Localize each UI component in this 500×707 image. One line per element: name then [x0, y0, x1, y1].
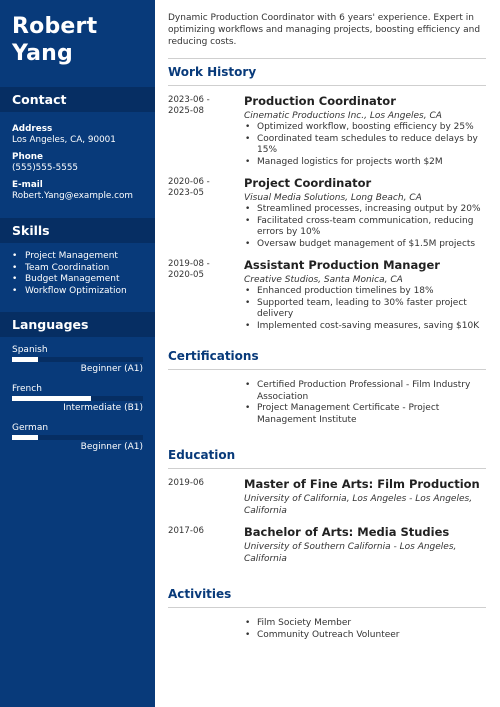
education-entry — [168, 478, 486, 517]
job-date-start: 2023-06 - — [168, 95, 210, 105]
language-bar-fill — [12, 357, 38, 362]
languages-heading: Languages — [0, 312, 155, 337]
divider — [168, 58, 486, 59]
language-bar — [12, 357, 143, 362]
education-degree: Master of Fine Arts: Film Production — [244, 477, 480, 491]
language-item — [12, 345, 143, 375]
education-degree: Bachelor of Arts: Media Studies — [244, 525, 450, 539]
skill-item: • Project Management — [12, 251, 143, 263]
education-date: 2019-06 — [168, 478, 204, 488]
activity-item: • Community Outreach Volunteer — [244, 630, 486, 642]
language-bar-fill — [12, 396, 91, 401]
contact-section — [0, 112, 155, 202]
job-company: Cinematic Productions Inc., Los Angeles, CA — [244, 111, 442, 121]
phone-value: (555)555-5555 — [12, 163, 79, 173]
language-bar — [12, 396, 143, 401]
language-item — [12, 384, 143, 414]
education-heading: Education — [168, 448, 486, 469]
job-bullet: • Oversaw budget management of $1.5M projects — [244, 239, 486, 251]
main-content — [155, 0, 500, 707]
certification-item: • Project Management Certificate - Project Management Institute — [244, 403, 486, 426]
job-bullet: • Managed logistics for projects worth $2M — [244, 157, 486, 169]
skill-item: • Budget Management — [12, 274, 143, 286]
first-name: Robert — [12, 14, 98, 39]
job-bullet: • Implemented cost-saving measures, saving $10K — [244, 321, 486, 333]
job-company: Visual Media Solutions, Long Beach, CA — [244, 193, 422, 203]
job-entry — [168, 95, 486, 168]
education-school: University of California, Los Angeles - Los Angeles, California — [244, 494, 473, 516]
phone-label: Phone — [12, 152, 43, 162]
job-bullets — [244, 286, 486, 332]
contact-heading: Contact — [0, 87, 155, 112]
languages-section — [0, 337, 155, 453]
language-level: Intermediate (B1) — [63, 402, 143, 413]
summary: Dynamic Production Coordinator with 6 years' experience. Expert in optimizing workflows and managing projects, boosting efficiency and reducing costs. — [168, 13, 481, 47]
education-entry — [168, 526, 486, 565]
activities-list — [244, 618, 486, 641]
job-bullet: • Optimized workflow, boosting efficiency by 25% — [244, 122, 486, 134]
job-bullet: • Streamlined processes, increasing output by 20% — [244, 204, 486, 216]
language-level: Beginner (A1) — [80, 363, 143, 374]
sidebar — [0, 0, 155, 707]
language-name: Spanish — [12, 344, 48, 355]
job-body — [244, 177, 486, 250]
skills-heading: Skills — [0, 218, 155, 243]
education-body — [244, 526, 486, 565]
language-level: Beginner (A1) — [80, 441, 143, 452]
email-label: E-mail — [12, 180, 43, 190]
job-dates — [168, 95, 244, 168]
language-bar-fill — [12, 435, 38, 440]
work-history-heading: Work History — [168, 65, 486, 86]
job-bullet: • Coordinated team schedules to reduce delays by 15% — [244, 134, 486, 157]
job-dates — [168, 177, 244, 250]
job-date-start: 2019-08 - — [168, 259, 210, 269]
job-date-end: 2025-08 — [168, 106, 204, 116]
job-entry — [168, 177, 486, 250]
job-title: Production Coordinator — [244, 94, 396, 108]
activity-item: • Film Society Member — [244, 618, 486, 630]
candidate-name — [0, 0, 155, 67]
education-date: 2017-06 — [168, 526, 204, 536]
language-item — [12, 423, 143, 453]
address-value: Los Angeles, CA, 90001 — [12, 135, 116, 145]
last-name: Yang — [12, 41, 73, 66]
certifications-list — [244, 380, 486, 426]
certification-item: • Certified Production Professional - Film Industry Association — [244, 380, 486, 403]
job-bullet: • Supported team, leading to 30% faster project delivery — [244, 298, 486, 321]
job-dates — [168, 259, 244, 332]
job-date-end: 2020-05 — [168, 270, 204, 280]
job-bullet: • Enhanced production timelines by 18% — [244, 286, 486, 298]
job-body — [244, 259, 486, 332]
job-date-end: 2023-05 — [168, 188, 204, 198]
activities-heading: Activities — [168, 587, 486, 608]
job-title: Project Coordinator — [244, 176, 372, 190]
skill-item: • Workflow Optimization — [12, 286, 143, 298]
certifications-heading: Certifications — [168, 349, 486, 370]
job-entry — [168, 259, 486, 332]
skill-item: • Team Coordination — [12, 263, 143, 275]
job-title: Assistant Production Manager — [244, 258, 440, 272]
job-body — [244, 95, 486, 168]
education-school: University of Southern California - Los Angeles, California — [244, 542, 457, 564]
language-name: German — [12, 422, 49, 433]
address-label: Address — [12, 124, 53, 134]
language-bar — [12, 435, 143, 440]
email-value: Robert.Yang@example.com — [12, 191, 133, 201]
job-date-start: 2020-06 - — [168, 177, 210, 187]
job-bullets — [244, 122, 486, 168]
language-name: French — [12, 383, 42, 394]
skills-list — [0, 243, 155, 298]
education-body — [244, 478, 486, 517]
job-company: Creative Studios, Santa Monica, CA — [244, 275, 403, 285]
job-bullet: • Facilitated cross-team communication, reducing errors by 10% — [244, 216, 486, 239]
job-bullets — [244, 204, 486, 250]
